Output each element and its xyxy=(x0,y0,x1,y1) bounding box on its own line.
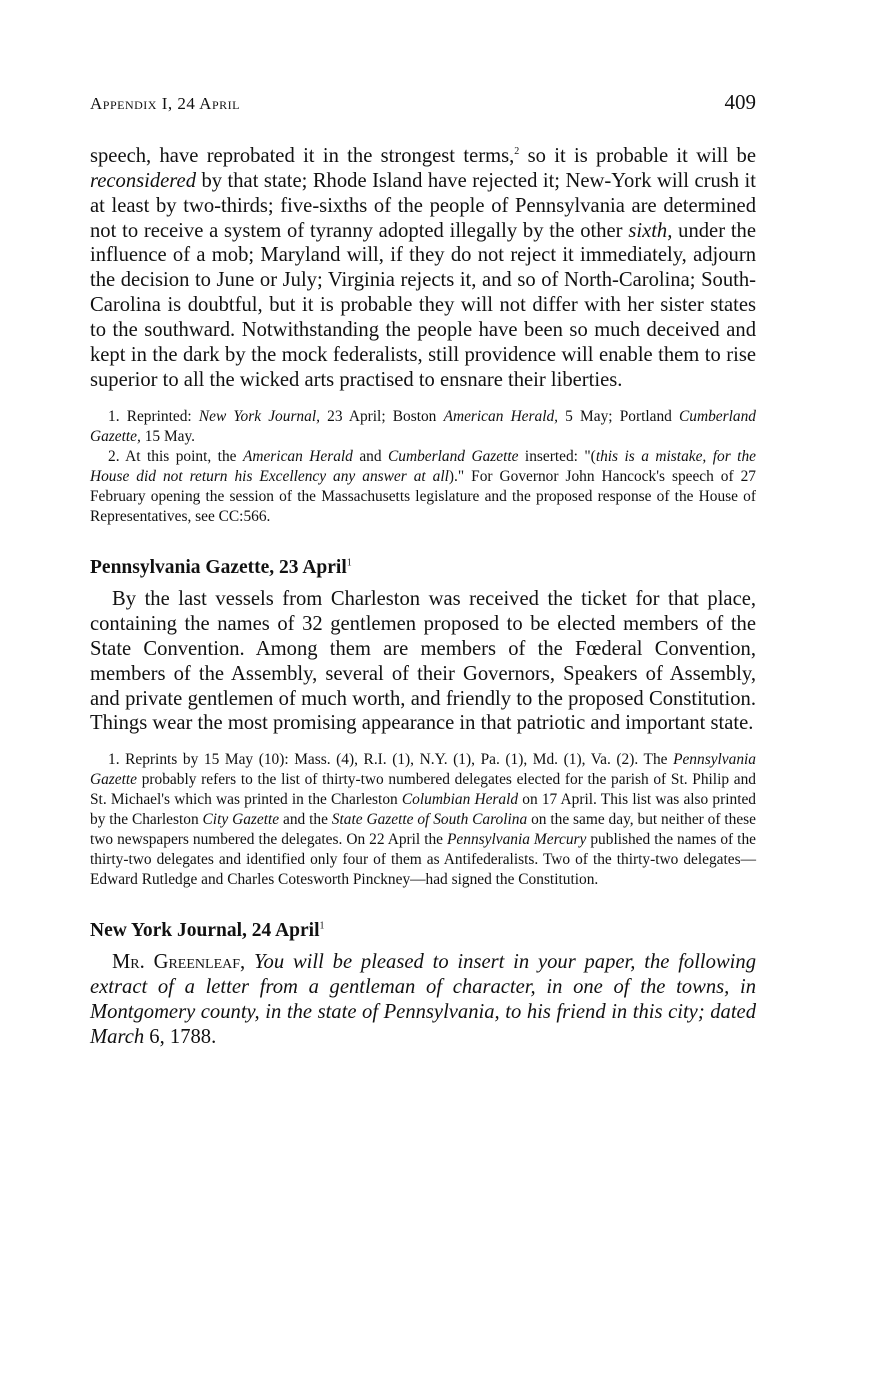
running-head: Appendix I, 24 April xyxy=(90,94,240,113)
page-number: 409 xyxy=(724,90,756,114)
footnote-1: 1. Reprints by 15 May (10): Mass. (4), R.I. (1), N.Y. (1), Pa. (1), Md. (1), Va. (2). The Pennsylvania Gazette probably refers to the list of thirty-two numbered delegates elected for the parish of St. Philip and St. Michael's which was printed in the Charleston Columbian Herald on 17 April. This list was also printed by the Charleston City Gazette and the State Gazette of South Carolina on the same day, but neither of these two newspapers numbered the delegates. On 22 April the Pennsylvania Mercury published the names of the thirty-two delegates and identified only four of them as Antifederalists. Two of the thirty-two delegates—Edward Rutledge and Charles Cotesworth Pinckney—had signed the Constitution. xyxy=(90,751,757,889)
section-title: New York Journal, 24 April$^1$ xyxy=(90,920,325,942)
section-body: By the last vessels from Charleston was received the ticket for that place, containing the names of 32 gentlemen proposed to be elected members of the State Convention. Among them are members of the Fœderal Convention, members of the Assembly, several of their Governors, Speakers of Assembly, and private gentlemen of much worth, and friendly to the proposed Constitution. Things wear the most promising appearance in that patriotic and important state. xyxy=(90,587,756,735)
footnote-2: 2. At this point, the American Herald and Cumberland Gazette inserted: "(this is a mistake, for the House did not return his Excellency any answer at all)." For Governor John Hancock's speech of 27 February opening the session of the Massachusetts legislature and the proposed response of the House of Representatives, see CC:566. xyxy=(90,447,756,525)
continuation-paragraph: speech, have reprobated it in the strongest terms,$^2$ so it is probable it will be reconsidered by that state; Rhode Island have rejected it; New-York will crush it at least by two-thirds; five-sixths of the people of Pennsylvania are determined not to receive a system of tyranny adopted illegally by the other sixth, under the influence of a mob; Maryland will, if they do not reject it immediately, adjourn the decision to June or July; Virginia rejects it, and so of North-Carolina; South-Carolina is doubtful, but it is probable they will not differ with her sister states to the southward. Notwithstanding the people have been so much deceived and kept in the dark by the mock federalists, still providence will enable them to rise superior to all the wicked arts practised to ensnare their liberties. xyxy=(90,144,756,392)
section-title: Pennsylvania Gazette, 23 April$^1$ xyxy=(90,556,352,578)
footnote-1: 1. Reprinted: New York Journal, 23 April; Boston American Herald, 5 May; Portland Cumberland Gazette, 15 May. xyxy=(90,407,756,445)
footnotes-1 xyxy=(90,407,756,527)
page-header xyxy=(90,90,756,126)
footnotes-2 xyxy=(90,750,756,890)
section-body: Mr. Greenleaf, You will be pleased to insert in your paper, the following extract of a letter from a gentleman of character, in one of the towns, in Montgomery county, in the state of Pennsylvania, to his friend in this city; dated March 6, 1788. xyxy=(90,951,757,1049)
section-new-york-journal xyxy=(90,920,756,1050)
document-page xyxy=(90,90,756,1050)
section-pennsylvania-gazette xyxy=(90,557,756,890)
